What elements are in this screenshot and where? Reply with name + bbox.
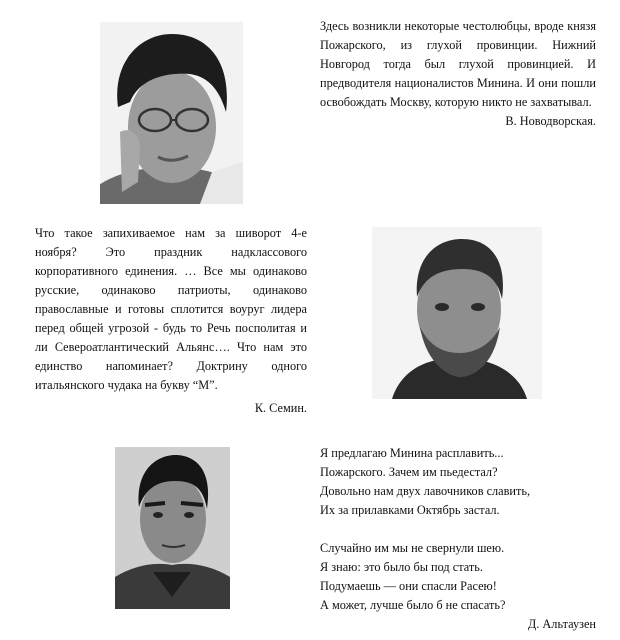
quote-text: Здесь возникли некоторые честолюбцы, вроде князя Пожарского, из глухой провинции. Нижний Новгород тогда был глухой провинцией. И предводителя националистов Минина. И они пошли освобождать Москву, которую никто не захватывал. [320, 19, 596, 109]
quote-block-2 [35, 224, 307, 418]
poem-line: Пожарского. Зачем им пьедестал? [320, 465, 498, 479]
quote-block-1 [320, 17, 596, 131]
poem-line: Я знаю: это было бы под стать. [320, 560, 483, 574]
quote-author: В. Новодворская. [505, 114, 596, 128]
poem-line: А может, лучше было б не спасать? [320, 598, 506, 612]
portrait-photo-3 [115, 447, 230, 609]
poem-author: Д. Альтаузен [527, 617, 596, 631]
quote-author: К. Семин. [254, 401, 307, 415]
poem-line: Подумаешь — они спасли Расею! [320, 579, 497, 593]
poem-line: Я предлагаю Минина расплавить... [320, 446, 504, 460]
poem-line: Довольно нам двух лавочников славить, [320, 484, 531, 498]
poem-block [320, 444, 596, 634]
stanza-break [320, 520, 596, 539]
portrait-photo-1 [100, 22, 243, 204]
quote-text: Что такое запихиваемое нам за шиворот 4-е ноября? Это праздник надклассового корпоративного единения. … Все мы одинаково русские, одинаково патриоты, одинаково православные и готовы сплотится воуруг лидера перед общей угрозой - будь то Речь посполитая и ли Североатлантический Альянс…. Что нам это единство напоминает? Доктрину одного итальянского чудака на букву “М”. [35, 226, 307, 392]
poem-line: Их за прилавками Октябрь застал. [320, 503, 500, 517]
portrait-photo-2 [372, 227, 542, 399]
poem-line: Случайно им мы не свернули шею. [320, 541, 505, 555]
